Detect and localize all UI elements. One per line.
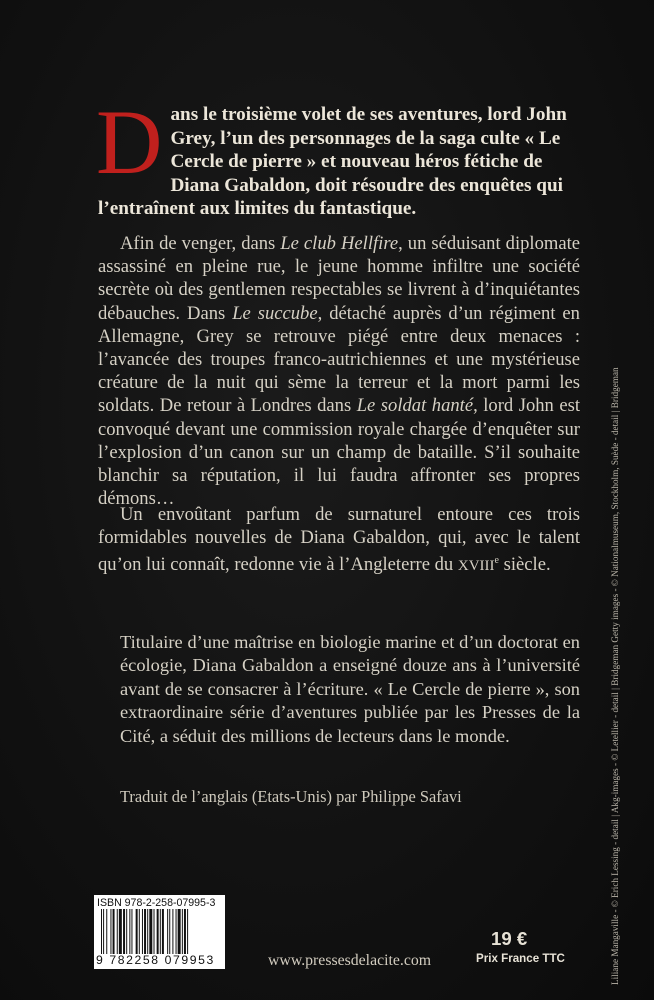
image-credits: Liliane Mangaville - © Erich Lessing - detail | Akg-images - © Letellier - detail | Bridgeman Getty images - © Nationalmuseum, Stockholm, Suède - detail | Bridgeman [610, 367, 620, 985]
author-bio: Titulaire d’une maîtrise en biologie marine et d’un doctorat en écologie, Diana Gabaldon a enseigné douze ans à l’université avant de se consacrer à l’écriture. « Le Cercle de pierre », son extraordinaire série d’aventures publiée par les Presses de la Cité, a séduit des millions de lecteurs dans le monde. [120, 632, 580, 746]
closing-text: Un envoûtant parfum de surnaturel entoure ces trois formidables nouvelles de Diana Gabaldon, qui, avec le talent qu’on lui connaît, redonne vie à l’Angleterre du [98, 504, 580, 576]
isbn-label: ISBN 978-2-258-07995-3 [97, 897, 216, 909]
publisher-website: www.pressesdelacite.com [268, 952, 432, 969]
translator-credit: Traduit de l’anglais (Etats-Unis) par Philippe Safavi [120, 787, 462, 806]
barcode-digits: 9 782258 079953 [96, 953, 215, 967]
synopsis-text: , détaché auprès d’un régiment en Allemagne, Grey se retrouve piégé entre deux menaces : l’avancée des troupes franco-autrichiennes et une mystérieuse créature de la nuit qui sème la terreur et la mort parmi les soldats. De retour à Londres dans [98, 302, 580, 417]
closing-paragraph [98, 503, 580, 579]
story-title: Le club Hellfire [280, 233, 399, 254]
century-numeral: XVIII [457, 558, 495, 575]
century-superscript: e [494, 555, 499, 567]
barcode-bars [101, 909, 219, 954]
price: 19 € [491, 928, 528, 949]
intro-paragraph [96, 91, 580, 221]
synopsis-text: , un séduisant diplomate assassiné en pleine rue, le jeune homme infiltre une société secrète où des gentlemen respectables se livrent à d’inquiétantes débauches. Dans [98, 233, 580, 324]
synopsis-text: Afin de venger, dans [120, 233, 281, 254]
price-label: Prix France TTC [476, 952, 565, 965]
barcode [94, 895, 225, 969]
synopsis-paragraph [98, 232, 580, 510]
drop-cap: D [96, 91, 163, 193]
intro-text: ans le troisième volet de ses aventures, lord John Grey, l’un des personnages de la saga culte « Le Cercle de pierre » et nouveau héros fétiche de Diana Gabaldon, doit résoudre des enquêtes qui l’entraînent aux limites du fantastique. [98, 104, 567, 220]
closing-end: siècle. [498, 554, 551, 576]
story-title: Le succube [232, 302, 318, 324]
synopsis-text: , lord John est convoqué devant une commission royale chargée d’enquêter sur l’explosion d’un canon sur un champ de bataille. S’il souhaite blanchir sa réputation, il lui faudra affronter ses propres démons… [98, 395, 581, 510]
story-title: Le soldat hanté [356, 395, 474, 417]
